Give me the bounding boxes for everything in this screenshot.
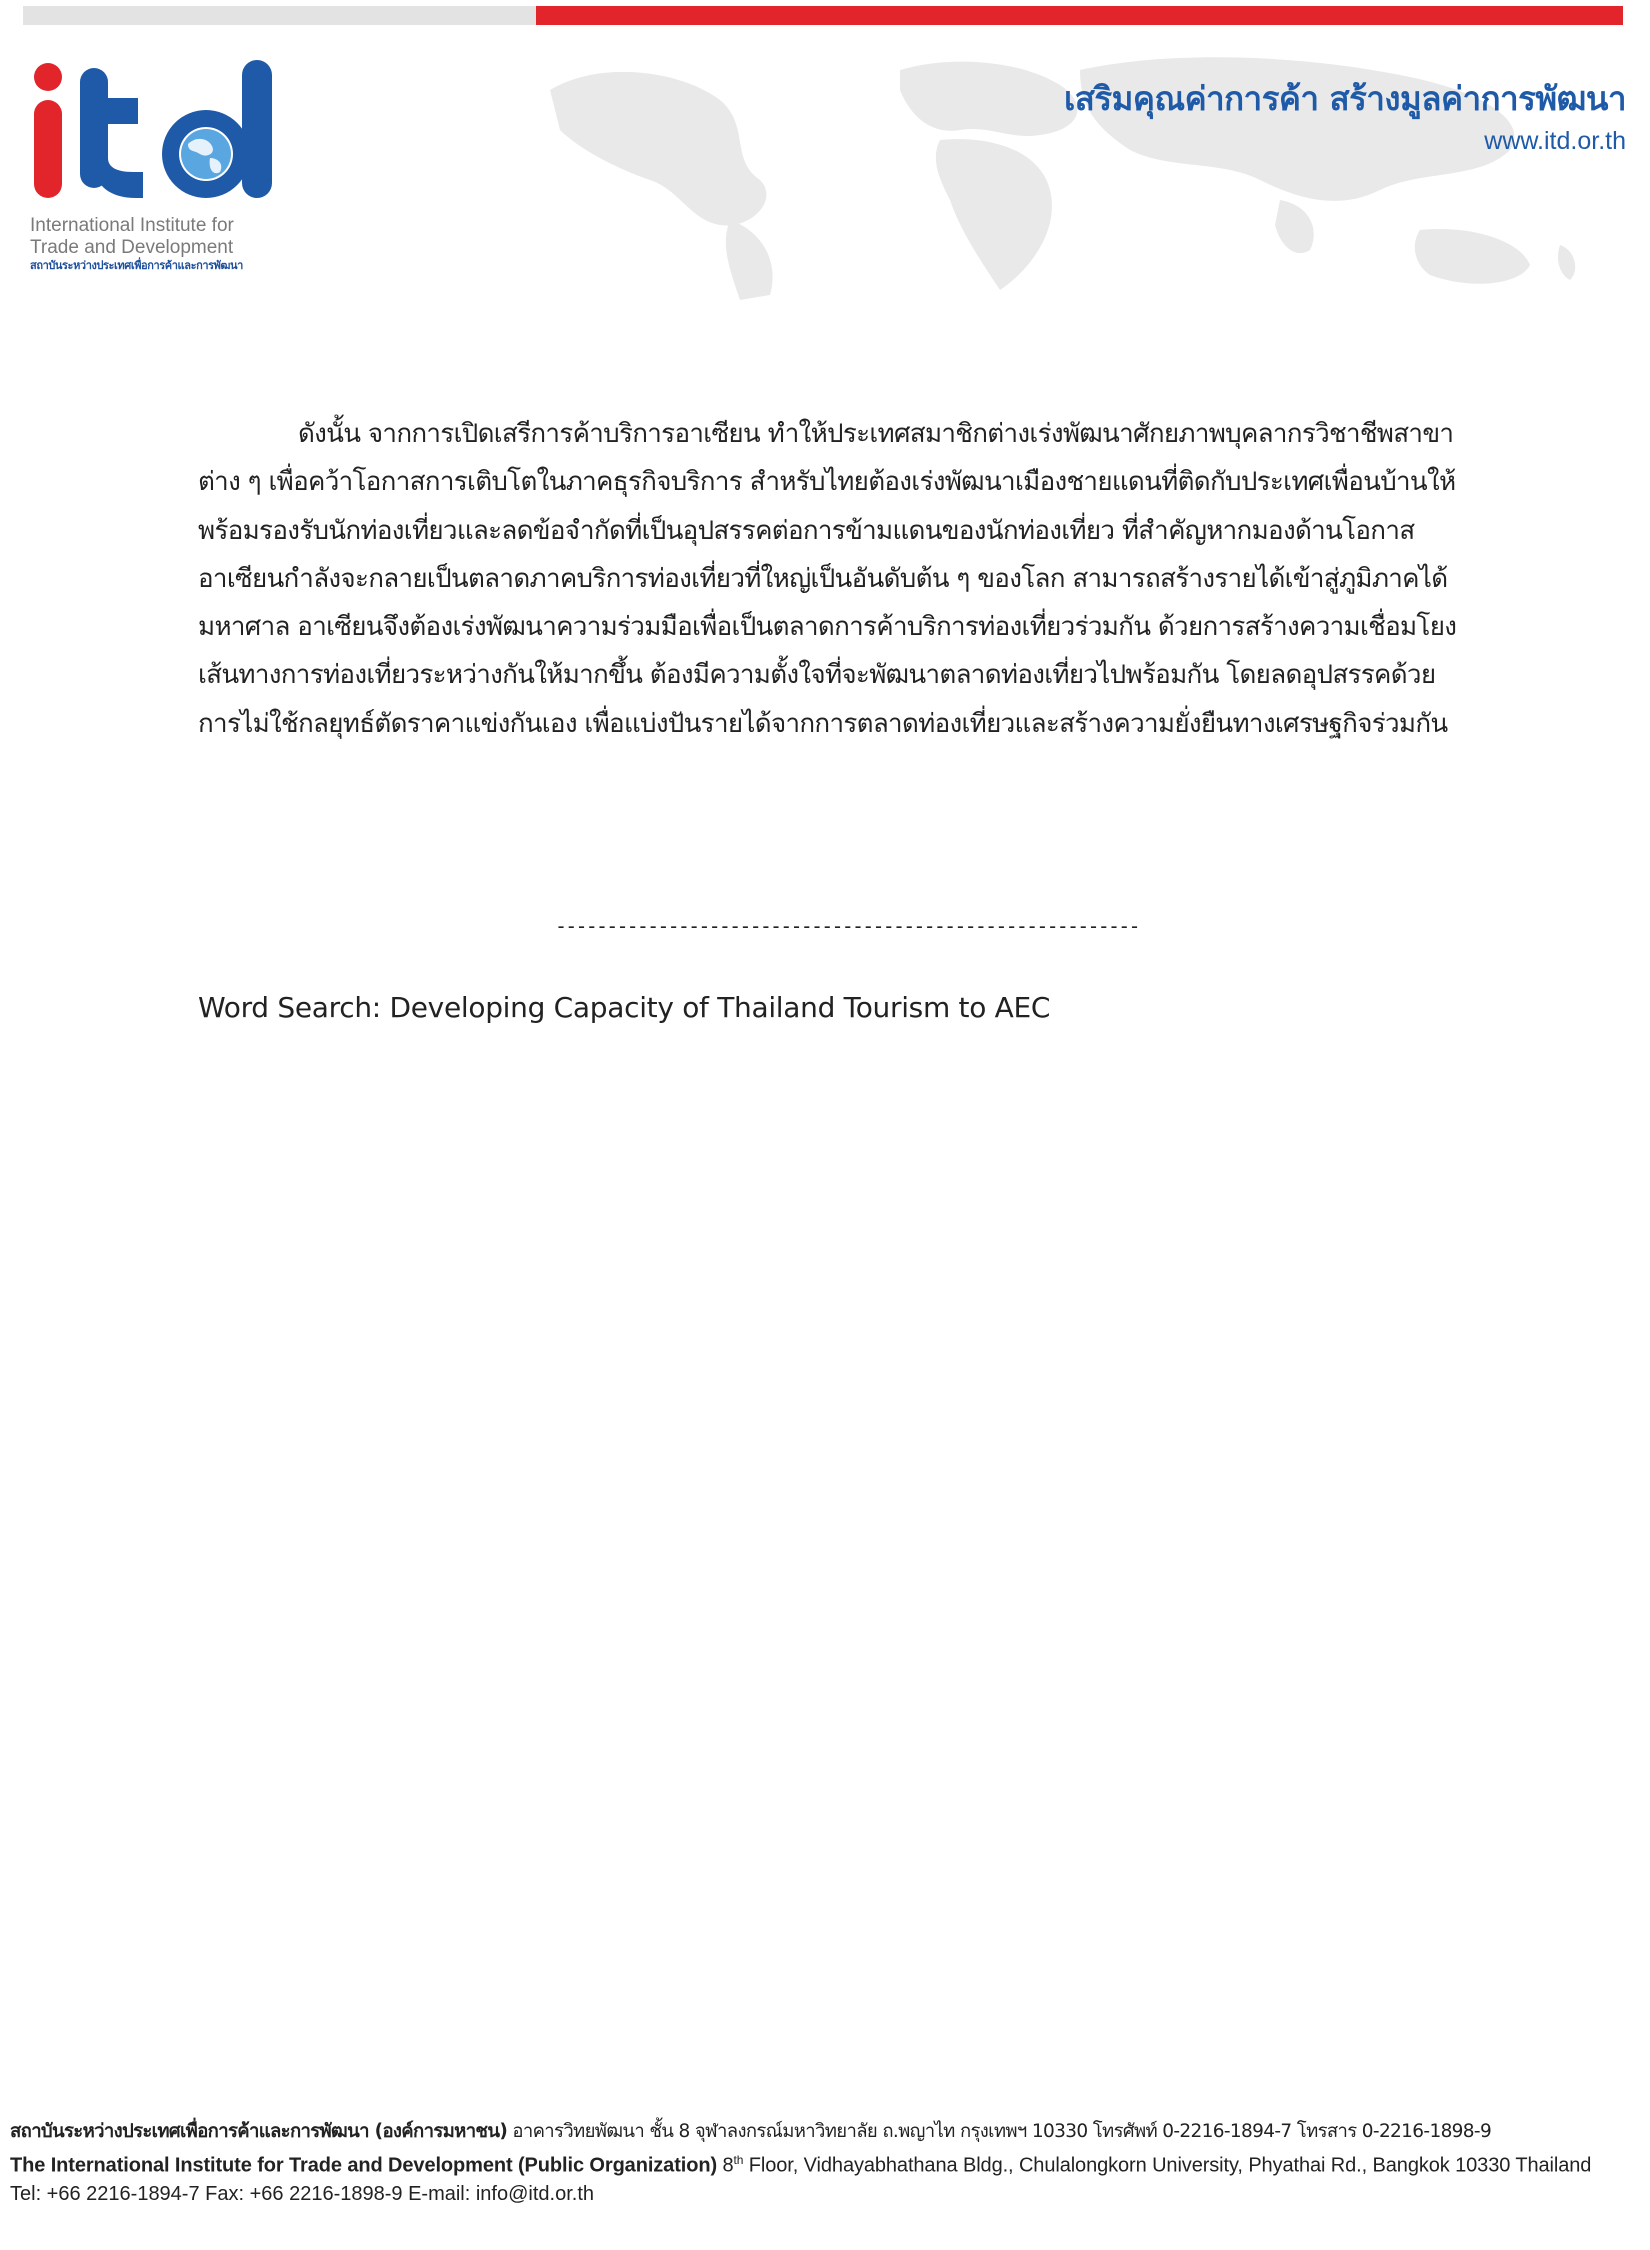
page-footer: [10, 2118, 1642, 2208]
itd-logo: [28, 58, 288, 278]
article-paragraph: ดังนั้น จากการเปิดเสรีการค้าบริการอาเซียน ทำให้ประเทศสมาชิกต่างเร่งพัฒนาศักยภาพบุคลากรวิชาชีพสาขาต่าง ๆ เพื่อคว้าโอกาสการเติบโตในภาคธุรกิจบริการ สำหรับไทยต้องเร่งพัฒนาเมืองชายแดนที่ติดกับประเทศเพื่อนบ้านให้พร้อมรองรับนักท่องเที่ยวและลดข้อจำกัดที่เป็นอุปสรรคต่อการข้ามแดนของนักท่องเที่ยว ที่สำคัญหากมองด้านโอกาส อาเซียนกำลังจะกลายเป็นตลาดภาคบริการท่องเที่ยวที่ใหญ่เป็นอันดับต้น ๆ ของโลก สามารถสร้างรายได้เข้าสู่ภูมิภาคได้มหาศาล อาเซียนจึงต้องเร่งพัฒนาความร่วมมือเพื่อเป็นตลาดการค้าบริการท่องเที่ยวร่วมกัน ด้วยการสร้างความเชื่อมโยงเส้นทางการท่องเที่ยวระหว่างกันให้มากขึ้น ต้องมีความตั้งใจที่จะพัฒนาตลาดท่องเที่ยวไปพร้อมกัน โดยลดอุปสรรคด้วยการไม่ใช้กลยุทธ์ตัดราคาแข่งกันเอง เพื่อแบ่งปันรายได้จากการตลาดท่องเที่ยวและสร้างความยั่งยืนทางเศรษฐกิจร่วมกัน: [198, 419, 1457, 739]
world-map-background: [520, 30, 1630, 300]
article-body: [198, 410, 1466, 748]
footer-english-line: [10, 2146, 1642, 2180]
footer-thai-line: [10, 2118, 1642, 2146]
itd-logo-mark: [28, 58, 288, 208]
header-bar-red: [536, 6, 1623, 25]
slogan-text: เสริมคุณค่าการค้า สร้างมูลค่าการพัฒนา: [1063, 79, 1626, 118]
footer-contact-line: Tel: +66 2216-1894-7 Fax: +66 2216-1898-9 E-mail: info@itd.or.th: [10, 2182, 594, 2205]
logo-caption-line1: International Institute for: [30, 215, 234, 236]
footer-floor-number: 8: [722, 2154, 734, 2177]
footer-thai-address: อาคารวิทยพัฒนา ชั้น 8 จุฬาลงกรณ์มหาวิทยาลัย ถ.พญาไท กรุงเทพฯ 10330 โทรศัพท์ 0-2216-1894-7 โทรสาร 0-2216-1898-9: [512, 2121, 1492, 2142]
header-slogan: [1064, 72, 1626, 156]
footer-english-org: The International Institute for Trade and Development (Public Organization): [10, 2154, 718, 2177]
logo-caption-line2: Trade and Development: [30, 237, 234, 258]
footer-floor-suffix: th: [733, 2153, 744, 2167]
footer-english-address: Floor, Vidhayabhathana Bldg., Chulalongkorn University, Phyathai Rd., Bangkok 10330 Thailand: [748, 2154, 1592, 2177]
logo-caption-thai: สถาบันระหว่างประเทศเพื่อการค้าและการพัฒนา: [30, 259, 243, 272]
section-divider: ---------------------------------------------------------: [555, 914, 1139, 938]
footer-thai-org: สถาบันระหว่างประเทศเพื่อการค้าและการพัฒนา (องค์การมหาชน): [10, 2121, 508, 2142]
website-link[interactable]: www.itd.or.th: [1484, 127, 1626, 155]
word-search-line: Word Search: Developing Capacity of Thailand Tourism to AEC: [198, 991, 1051, 1024]
header-bar-grey: [23, 6, 536, 25]
